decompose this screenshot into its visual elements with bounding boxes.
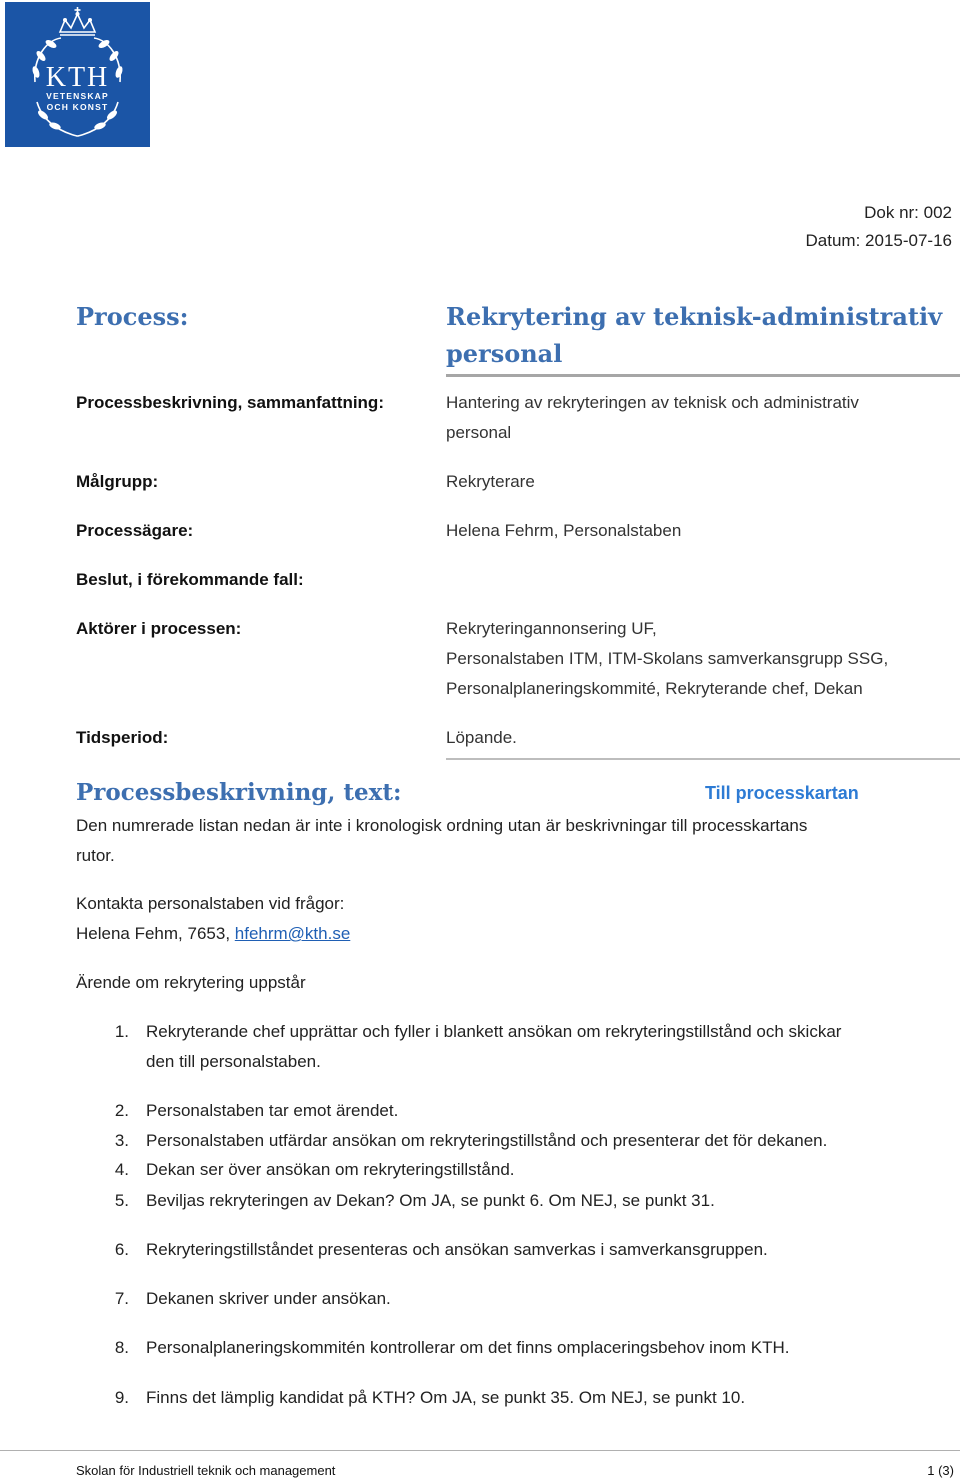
- actors-line1: Rekryteringannonsering UF,: [446, 619, 657, 638]
- footer-rule: [0, 1450, 960, 1451]
- step-text: Rekryteringstillståndet presenteras och ansökan samverkas i samverkansgruppen.: [146, 1240, 768, 1259]
- period-label: Tidsperiod:: [76, 728, 169, 747]
- process-title-line1: Rekrytering av teknisk-administrativ: [446, 302, 943, 331]
- logo-line1: VETENSKAP: [46, 91, 109, 101]
- step-text: [146, 1017, 956, 1077]
- actors-line3: Personalplaneringskommité, Rekryterande chef, Dekan: [446, 679, 863, 698]
- summary-line2: personal: [446, 423, 512, 442]
- case-heading: Ärende om rekrytering uppstår: [76, 973, 306, 992]
- contact-line2: [76, 919, 350, 949]
- step-line: den till personalstaben.: [146, 1052, 321, 1071]
- step-number: 8.: [114, 1338, 129, 1357]
- step-text: Personalstaben utfärdar ansökan om rekryteringstillstånd och presenterar det för dekanen.: [146, 1131, 828, 1150]
- footer-school: Skolan för Industriell teknik och management: [76, 1463, 336, 1478]
- process-label: Process:: [76, 302, 189, 331]
- decision-label: Beslut, i förekommande fall:: [76, 570, 304, 589]
- contact-line1: Kontakta personalstaben vid frågor:: [76, 894, 345, 913]
- step-number: 4.: [114, 1160, 129, 1179]
- step-number: 2.: [114, 1101, 129, 1120]
- step-number: 6.: [114, 1240, 129, 1259]
- title-rule: [446, 374, 960, 377]
- step-text: Personalstaben tar emot ärendet.: [146, 1101, 399, 1120]
- step-text: Finns det lämplig kandidat på KTH? Om JA, se punkt 35. Om NEJ, se punkt 10.: [146, 1388, 746, 1407]
- step-line: Rekryterande chef upprättar och fyller i blankett ansökan om rekryteringstillstånd och skickar: [146, 1022, 842, 1041]
- target-value: Rekryterare: [446, 472, 535, 491]
- owner-value: Helena Fehrm, Personalstaben: [446, 521, 682, 540]
- page-number: 1 (3): [927, 1463, 954, 1478]
- target-label: Målgrupp:: [76, 472, 159, 491]
- contact-email-link[interactable]: hfehrm@kth.se: [234, 924, 351, 943]
- step-number: 5.: [114, 1191, 129, 1210]
- step-number: 1.: [114, 1022, 129, 1041]
- period-rule: [446, 758, 960, 760]
- doc-date: Datum: 2015-07-16: [805, 231, 952, 250]
- process-title-line2: personal: [446, 339, 563, 368]
- logo-line2: OCH KONST: [46, 102, 109, 112]
- step-text: Dekan ser över ansökan om rekryteringstillstånd.: [146, 1160, 515, 1179]
- contact-prefix: Helena Fehm, 7653,: [76, 924, 235, 943]
- step-number: 7.: [114, 1289, 129, 1308]
- step-text: Dekanen skriver under ansökan.: [146, 1289, 391, 1308]
- summary-line1: Hantering av rekryteringen av teknisk och administrativ: [446, 393, 859, 412]
- description-heading: Processbeskrivning, text:: [76, 779, 402, 806]
- logo-kth-text: KTH: [45, 62, 110, 93]
- doc-number: Dok nr: 002: [864, 203, 952, 222]
- step-text: Personalplaneringskommitén kontrollerar om det finns omplaceringsbehov inom KTH.: [146, 1338, 790, 1357]
- intro-line1: Den numrerade listan nedan är inte i kronologisk ordning utan är beskrivningar till processkartans: [76, 816, 808, 835]
- actors-label: Aktörer i processen:: [76, 619, 242, 638]
- step-number: 3.: [114, 1131, 129, 1150]
- owner-label: Processägare:: [76, 521, 194, 540]
- period-value: Löpande.: [446, 728, 517, 747]
- step-text: Beviljas rekryteringen av Dekan? Om JA, se punkt 6. Om NEJ, se punkt 31.: [146, 1191, 715, 1210]
- kth-logo: [5, 2, 150, 147]
- step-number: 9.: [114, 1388, 129, 1407]
- summary-label: Processbeskrivning, sammanfattning:: [76, 393, 384, 412]
- process-map-link[interactable]: Till processkartan: [705, 783, 859, 803]
- actors-line2: Personalstaben ITM, ITM-Skolans samverkansgrupp SSG,: [446, 649, 889, 668]
- intro-line2: rutor.: [76, 846, 115, 865]
